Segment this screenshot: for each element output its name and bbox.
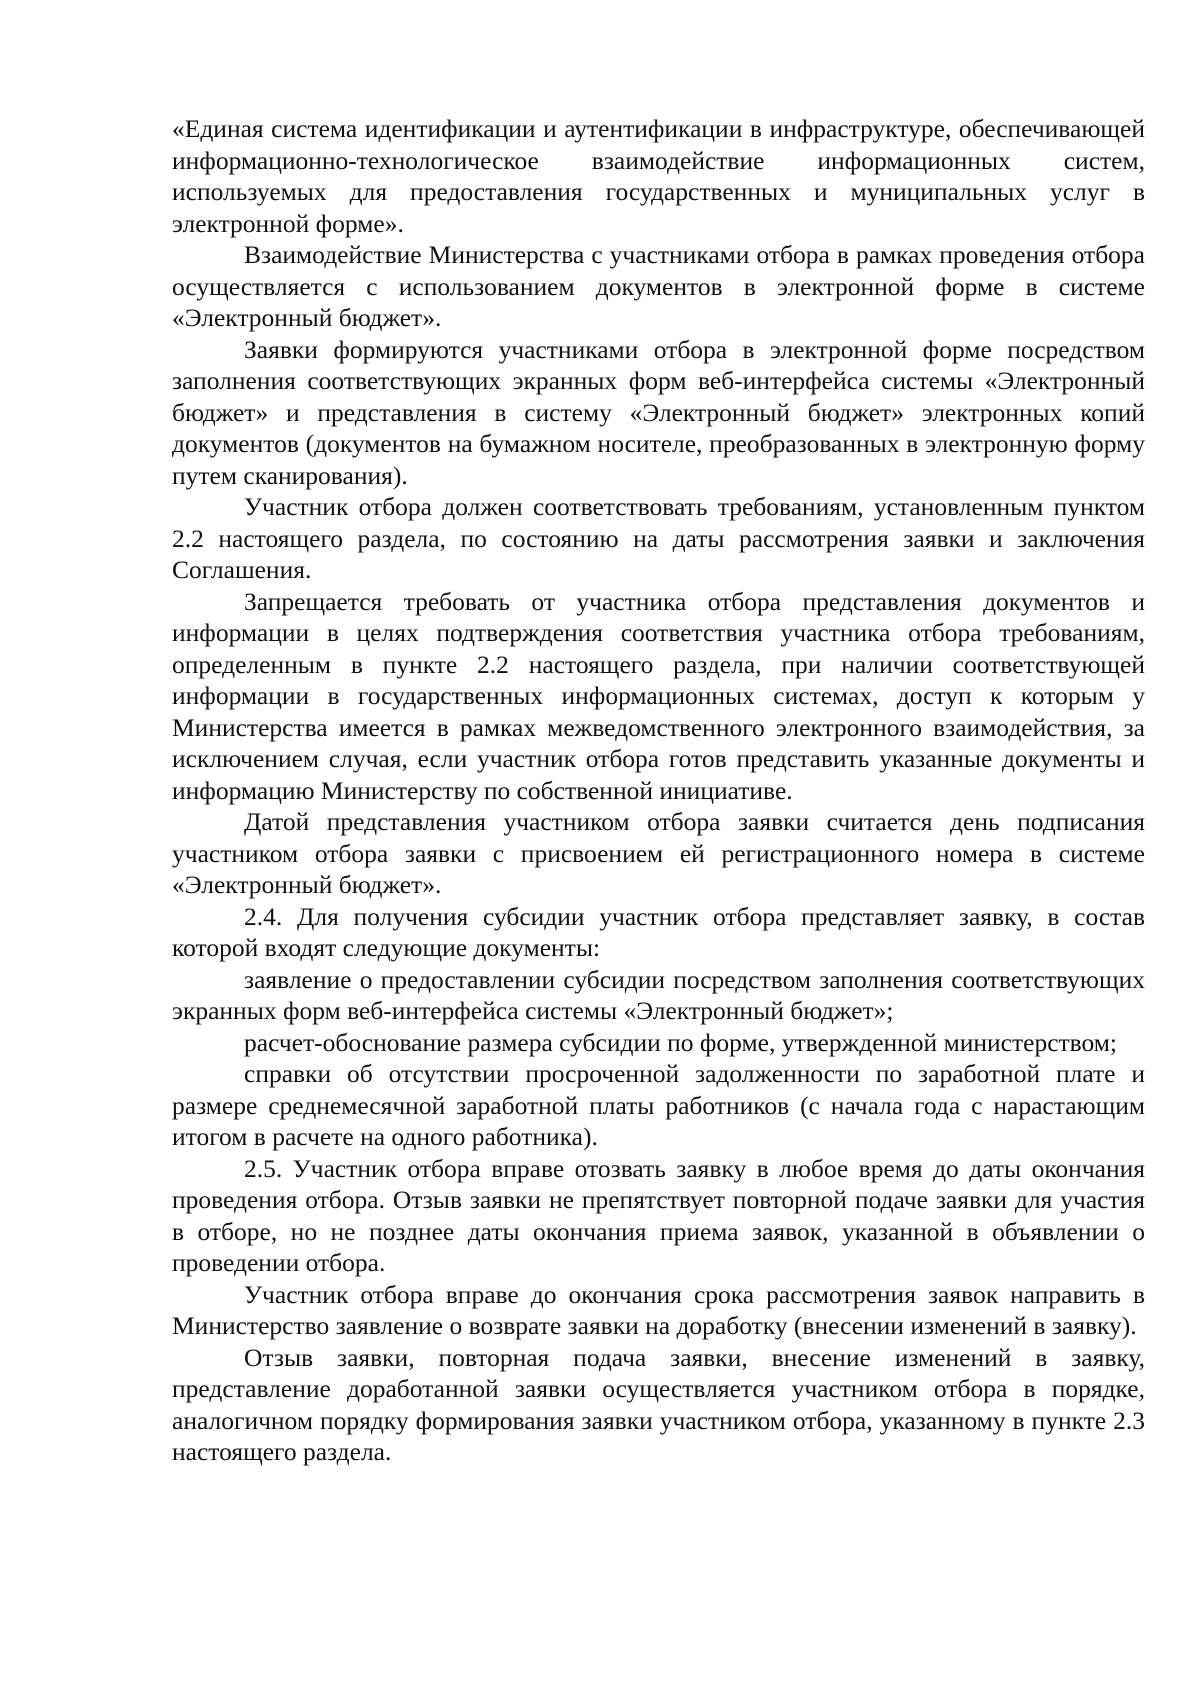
paragraph-interaction: Взаимодействие Министерства с участниками отбора в рамках проведения отбора осуществляется с использованием документов в электронной форме в системе «Электронный бюджет». <box>172 240 1145 332</box>
paragraph-continuation: «Единая система идентификации и аутентификации в инфраструктуре, обеспечивающей информационно-технологическое взаимодействие информационных систем, используемых для предоставления государственных и муниципальных услуг в электронной форме». <box>172 114 1145 238</box>
paragraph-submission-date: Датой представления участником отбора заявки считается день подписания участником отбора заявки с присвоением ей регистрационного номера в системе «Электронный бюджет». <box>172 807 1145 899</box>
list-item-certificates: справки об отсутствии просроченной задолженности по заработной плате и размере среднемесячной заработной платы работников (с начала года с нарастающим итогом в расчете на одного работника). <box>172 1059 1145 1151</box>
paragraph-applications-formation: Заявки формируются участниками отбора в электронной форме посредством заполнения соответствующих экранных форм веб-интерфейса системы «Электронный бюджет» и представления в систему «Электронный бюджет» электронных копий документов (документов на бумажном носителе, преобразованных в электронную форму путем сканирования). <box>172 334 1145 490</box>
paragraph-2-4: 2.4. Для получения субсидии участник отбора представляет заявку, в состав которой входят следующие документы: <box>172 901 1145 962</box>
list-item-statement: заявление о предоставлении субсидии посредством заполнения соответствующих экранных форм веб-интерфейса системы «Электронный бюджет»; <box>172 964 1145 1025</box>
paragraph-prohibition: Запрещается требовать от участника отбора представления документов и информации в целях подтверждения соответствия участника отбора требованиям, определенным в пункте 2.2 настоящего раздела, при наличии соответствующей информации в государственных информационных системах, доступ к которым у Министерства имеется в рамках межведомственного электронного взаимодействия, за исключением случая, если участник отбора готов представить указанные документы и информацию Министерству по собственной инициативе. <box>172 586 1145 805</box>
paragraph-participant-requirements: Участник отбора должен соответствовать требованиям, установленным пунктом 2.2 настоящего раздела, по состоянию на даты рассмотрения заявки и заключения Соглашения. <box>172 492 1145 584</box>
list-item-calculation: расчет-обоснование размера субсидии по форме, утвержденной министерством; <box>244 1027 1118 1057</box>
document-body <box>172 113 1145 1468</box>
paragraph-return-for-revision: Участник отбора вправе до окончания срока рассмотрения заявок направить в Министерство заявление о возврате заявки на доработку (внесении изменений в заявку). <box>172 1279 1145 1340</box>
paragraph-2-5: 2.5. Участник отбора вправе отозвать заявку в любое время до даты окончания проведения отбора. Отзыв заявки не препятствует повторной подаче заявки для участия в отборе, но не позднее даты окончания приема заявок, указанной в объявлении о проведении отбора. <box>172 1153 1145 1277</box>
paragraph-withdrawal-order: Отзыв заявки, повторная подача заявки, внесение изменений в заявку, представление доработанной заявки осуществляется участником отбора в порядке, аналогичном порядку формирования заявки участником отбора, указанному в пункте 2.3 настоящего раздела. <box>172 1342 1145 1466</box>
